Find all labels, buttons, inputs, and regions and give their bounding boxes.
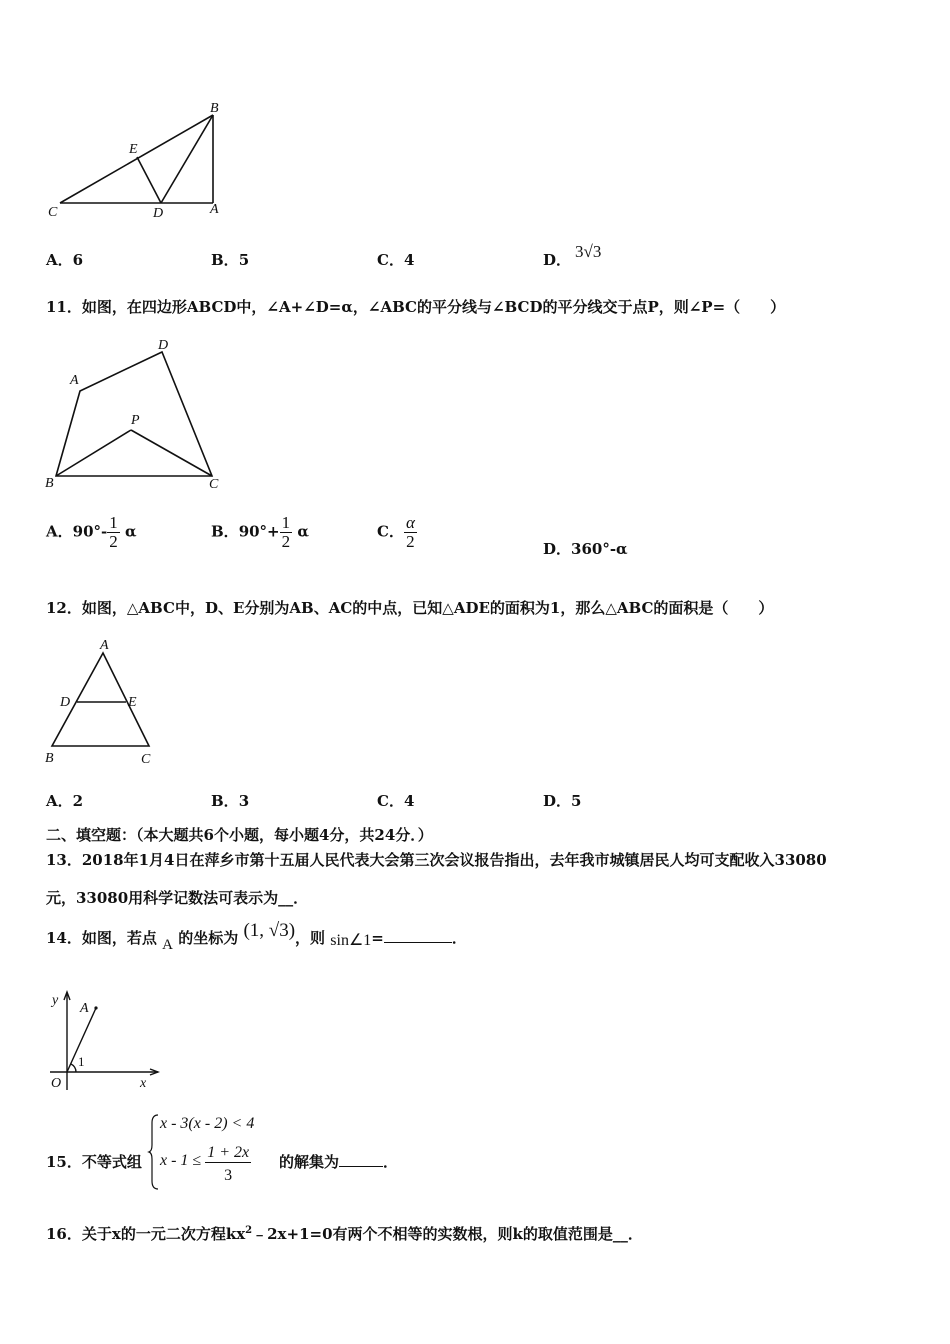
option-value: 4 — [403, 792, 415, 810]
q12-option-c[interactable] — [377, 790, 414, 811]
option-letter: C． — [377, 251, 404, 269]
option-value: 5 — [238, 251, 250, 269]
q13-line1: 13．2018年1月4日在萍乡市第十五届人民代表大会第三次会议报告指出，去年我市城镇居民人均可支配收入33080 — [46, 851, 827, 869]
q14-func: sin∠1 — [330, 932, 372, 949]
label-E: E — [129, 142, 138, 157]
q10-option-d[interactable] — [543, 242, 602, 270]
option-letter: A． — [46, 792, 73, 810]
option-suffix: α — [124, 522, 137, 541]
q12-option-a[interactable] — [46, 790, 83, 811]
q11-text: 11．如图，在四边形ABCD中，∠A+∠D=α，∠ABC的平分线与∠BCD的平分线交于点P，则∠P=（ ） — [46, 298, 786, 316]
q15-suffix: 的解集为 ． — [279, 1153, 399, 1171]
q15-inequality-2: x - 1 ≤ $\frac{1 + 2x}{3}$ — [160, 1144, 250, 1184]
option-value: 3 — [238, 792, 250, 810]
q10-option-c[interactable] — [377, 249, 414, 270]
q14-end: ． — [451, 929, 467, 947]
q15-prefix: 15．不等式组 — [46, 1153, 142, 1171]
label-A: A — [210, 202, 219, 217]
label-C: C — [209, 477, 219, 492]
q10-option-a[interactable] — [46, 249, 83, 270]
q14-mid: 的坐标为 — [178, 929, 239, 947]
system-brace — [148, 1113, 160, 1191]
label-y: y — [52, 993, 59, 1008]
q11-option-d[interactable] — [543, 538, 628, 559]
option-value: 5 — [571, 792, 582, 810]
option-value: 2 — [72, 792, 84, 810]
q11-option-c[interactable] — [377, 514, 417, 551]
q12-option-d[interactable] — [543, 790, 581, 811]
label-angle-1: 1 — [78, 1054, 85, 1069]
option-letter: A． — [46, 251, 73, 269]
label-B: B — [45, 476, 54, 491]
q14-prefix: 14．如图，若点 — [46, 929, 157, 947]
q11-option-a[interactable] — [46, 514, 137, 551]
figure-q14 — [40, 986, 170, 1094]
label-B: B — [210, 101, 219, 116]
option-letter: C． — [377, 792, 404, 810]
q14-coord: (1, √3) — [243, 920, 296, 941]
figure-q12 — [40, 636, 170, 771]
figure-q11 — [40, 333, 240, 498]
option-letter: B． — [211, 251, 239, 269]
q13-line2: 元，33080用科学记数法可表示为__． — [46, 889, 309, 907]
option-value: 360°-α — [571, 540, 628, 558]
label-A: A — [80, 1001, 89, 1016]
q14-point: A — [162, 937, 173, 953]
q15-answer-blank[interactable] — [339, 1166, 383, 1167]
option-prefix: 90°- — [72, 522, 108, 541]
option-fraction: $\frac{1}{2}$ — [281, 513, 291, 551]
q15-inequality-1: x - 3(x - 2) < 4 — [160, 1115, 255, 1132]
option-value: 3√3 — [575, 242, 602, 261]
q14-eq: = — [371, 929, 384, 947]
q16-text: 16．关于x的一元二次方程$kx^2﹣2x+1=0$有两个不相等的实数根，则k的取值范围是__． — [46, 1225, 643, 1243]
option-letter: A． — [46, 522, 73, 541]
option-prefix: 90°+ — [238, 522, 280, 541]
option-value: 6 — [72, 251, 84, 269]
label-D: D — [153, 206, 164, 221]
q10-option-b[interactable] — [211, 249, 249, 270]
label-O: O — [51, 1076, 62, 1091]
section-heading: 二、填空题：（本大题共6个小题，每小题4分，共24分．） — [46, 826, 433, 844]
option-letter: D． — [543, 792, 572, 810]
option-letter: C． — [377, 522, 404, 541]
label-P: P — [131, 413, 140, 428]
figure-q10 — [40, 96, 240, 226]
option-value: 4 — [403, 251, 415, 269]
q14-answer-blank[interactable] — [384, 942, 452, 943]
option-fraction: $\frac{1}{2}$ — [109, 513, 118, 551]
q14-text — [46, 920, 467, 953]
q16-answer-blank[interactable]: __ — [612, 1225, 628, 1243]
q14-then: ，则 — [295, 929, 326, 947]
label-x: x — [140, 1076, 147, 1091]
option-letter: B． — [211, 792, 239, 810]
label-D: D — [60, 695, 71, 710]
q12-text: 12．如图，△ABC中，D、E分别为AB、AC的中点，已知△ADE的面积为1，那么△ABC的面积是（ ） — [46, 599, 774, 617]
label-A: A — [100, 638, 109, 653]
label-B: B — [45, 751, 54, 766]
label-E: E — [128, 695, 137, 710]
option-suffix: α — [297, 522, 309, 541]
q12-option-b[interactable] — [211, 790, 249, 811]
option-fraction: $\frac{\alpha}{2}$ — [405, 513, 415, 551]
q11-option-b[interactable] — [211, 514, 309, 551]
label-C: C — [48, 205, 58, 220]
option-letter: D． — [543, 540, 572, 558]
label-A: A — [70, 373, 79, 388]
label-D: D — [158, 338, 169, 353]
label-C: C — [141, 752, 151, 767]
option-letter: D． — [543, 251, 572, 269]
option-letter: B． — [211, 522, 239, 541]
